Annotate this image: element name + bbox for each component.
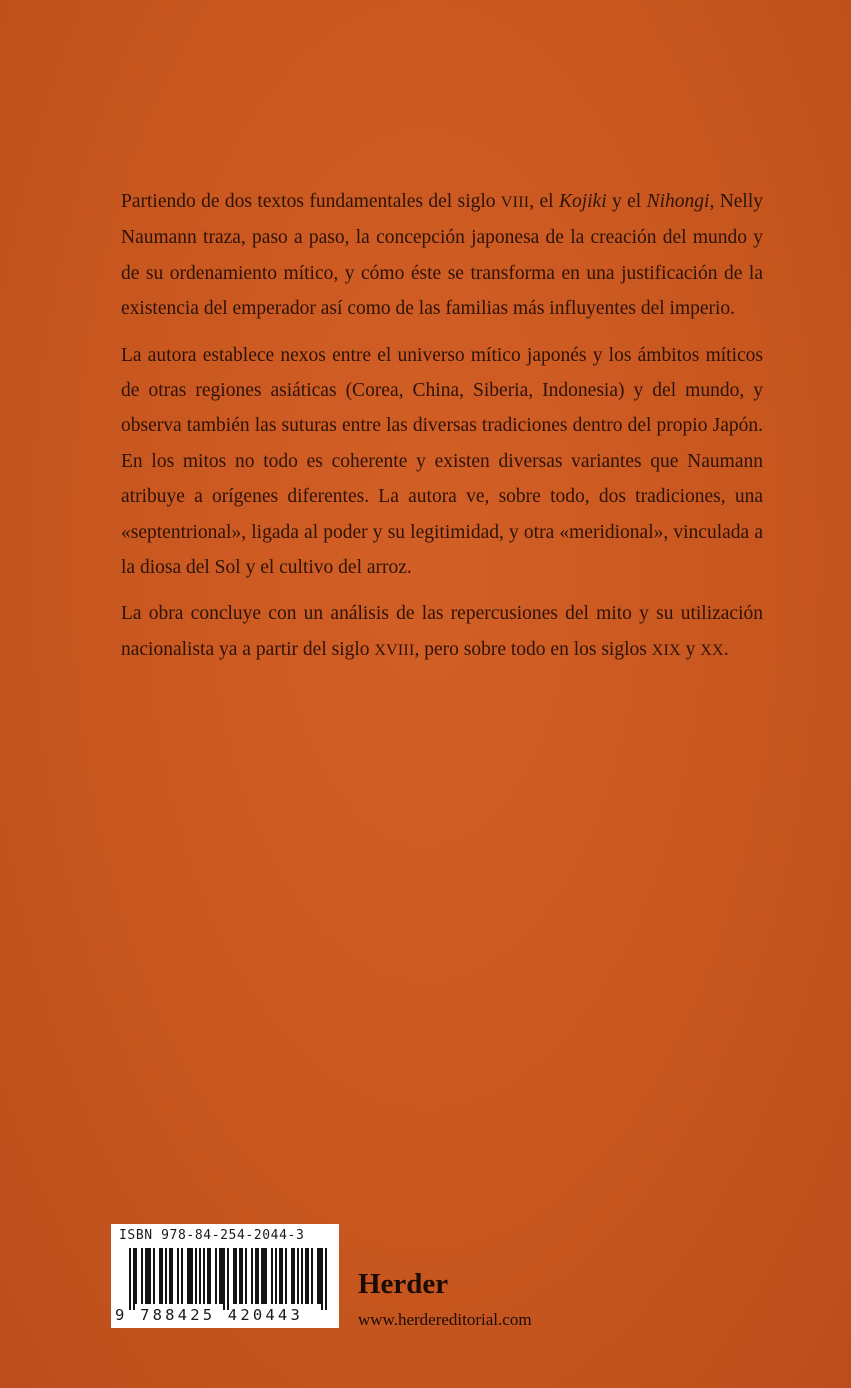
- barcode-bar: [293, 1248, 295, 1304]
- barcode-bar: [279, 1248, 281, 1304]
- barcode-bar: [257, 1248, 259, 1304]
- barcode-bar: [203, 1248, 205, 1304]
- barcode-bar: [321, 1248, 323, 1310]
- barcode-bar: [129, 1248, 131, 1310]
- barcode-bar: [325, 1248, 327, 1310]
- barcode-bar: [271, 1248, 273, 1304]
- barcode-bar: [187, 1248, 189, 1304]
- barcode-bar: [133, 1248, 135, 1310]
- barcode-bar: [207, 1248, 209, 1304]
- barcode-bar: [241, 1248, 243, 1304]
- blurb-text: [121, 184, 763, 679]
- barcode-bar: [161, 1248, 163, 1304]
- barcode-bar: [215, 1248, 217, 1304]
- barcode-bar: [301, 1248, 303, 1304]
- barcode-bar: [285, 1248, 287, 1304]
- isbn-label: ISBN 978-84-254-2044-3: [119, 1228, 305, 1243]
- blurb-paragraph-2: La autora establece nexos entre el universo mítico japonés y los ámbitos míticos de otras regiones asiáticas (Corea, China, Siberia, Indonesia) y del mundo, y observa también las suturas entre las diversas tradiciones dentro del propio Japón. En los mitos no todo es coherente y existen diversas variantes que Naumann atribuye a orígenes diferentes. La autora ve, sobre todo, dos tradiciones, una «septentrional», ligada al poder y su legitimidad, y otra «meridional», vinculada a la diosa del Sol y el cultivo del arroz.: [121, 344, 763, 579]
- barcode-bar: [261, 1248, 263, 1304]
- barcode-bar: [263, 1248, 265, 1304]
- barcode-bar: [275, 1248, 277, 1304]
- barcode-bar: [235, 1248, 237, 1304]
- barcode-bar: [255, 1248, 257, 1304]
- barcode-bar: [219, 1248, 221, 1304]
- barcode-bar: [171, 1248, 173, 1304]
- barcode-digits: 9 788425 420443: [115, 1306, 303, 1324]
- book-title-kojiki: Kojiki: [558, 191, 607, 212]
- barcode-bar: [239, 1248, 241, 1304]
- book-title-nihongi: Nihongi: [646, 191, 710, 212]
- barcode-bar: [147, 1248, 149, 1304]
- barcode-bar: [291, 1248, 293, 1304]
- barcode-bar: [265, 1248, 267, 1304]
- barcode-bar: [245, 1248, 247, 1304]
- barcode-bar: [233, 1248, 235, 1304]
- barcode-bar: [177, 1248, 179, 1304]
- barcode-bar: [165, 1248, 167, 1304]
- publisher-website: www.herdereditorial.com: [358, 1310, 532, 1329]
- barcode-bar: [297, 1248, 299, 1304]
- barcode-bar: [195, 1248, 197, 1304]
- barcode-bar: [199, 1248, 201, 1304]
- barcode-bar: [319, 1248, 321, 1304]
- isbn-barcode: [111, 1224, 339, 1328]
- barcode-bar: [209, 1248, 211, 1304]
- barcode-bar: [223, 1248, 225, 1310]
- barcode-bar: [189, 1248, 191, 1304]
- blurb-paragraph-1: Partiendo de dos textos fundamentales del siglo VIII, el Kojiki y el Nihongi, Nelly Naumann traza, paso a paso, la concepción japonesa de la creación del mundo y de su ordenamiento mítico, y cómo éste se transforma en una justificación de la existencia del emperador así como de las familias más influyentes del imperio.: [121, 191, 764, 320]
- barcode-bar: [227, 1248, 229, 1310]
- century-numeral: XX: [700, 641, 724, 659]
- barcode-bar: [281, 1248, 283, 1304]
- century-numeral: XVIII: [374, 641, 415, 659]
- barcode-bar: [169, 1248, 171, 1304]
- barcode-bar: [159, 1248, 161, 1304]
- century-numeral: VIII: [500, 194, 530, 211]
- barcode-bar: [311, 1248, 313, 1304]
- barcode-bar: [141, 1248, 143, 1304]
- century-numeral: XIX: [651, 641, 681, 659]
- blurb-paragraph-3: La obra concluye con un análisis de las repercusiones del mito y su utilización nacionalista ya a partir del siglo XVIII, pero sobre todo en los siglos XIX y XX.: [121, 603, 763, 660]
- barcode-bar: [181, 1248, 183, 1304]
- barcode-bar: [305, 1248, 307, 1304]
- barcode-bar: [153, 1248, 155, 1304]
- barcode-bar: [145, 1248, 147, 1304]
- barcode-bar: [135, 1248, 137, 1304]
- barcode-bar: [221, 1248, 223, 1304]
- barcode-bar: [191, 1248, 193, 1304]
- barcode-bar: [251, 1248, 253, 1304]
- barcode-bar: [317, 1248, 319, 1304]
- barcode-bar: [149, 1248, 151, 1304]
- publisher-name: Herder: [358, 1268, 449, 1300]
- barcode-bar: [307, 1248, 309, 1304]
